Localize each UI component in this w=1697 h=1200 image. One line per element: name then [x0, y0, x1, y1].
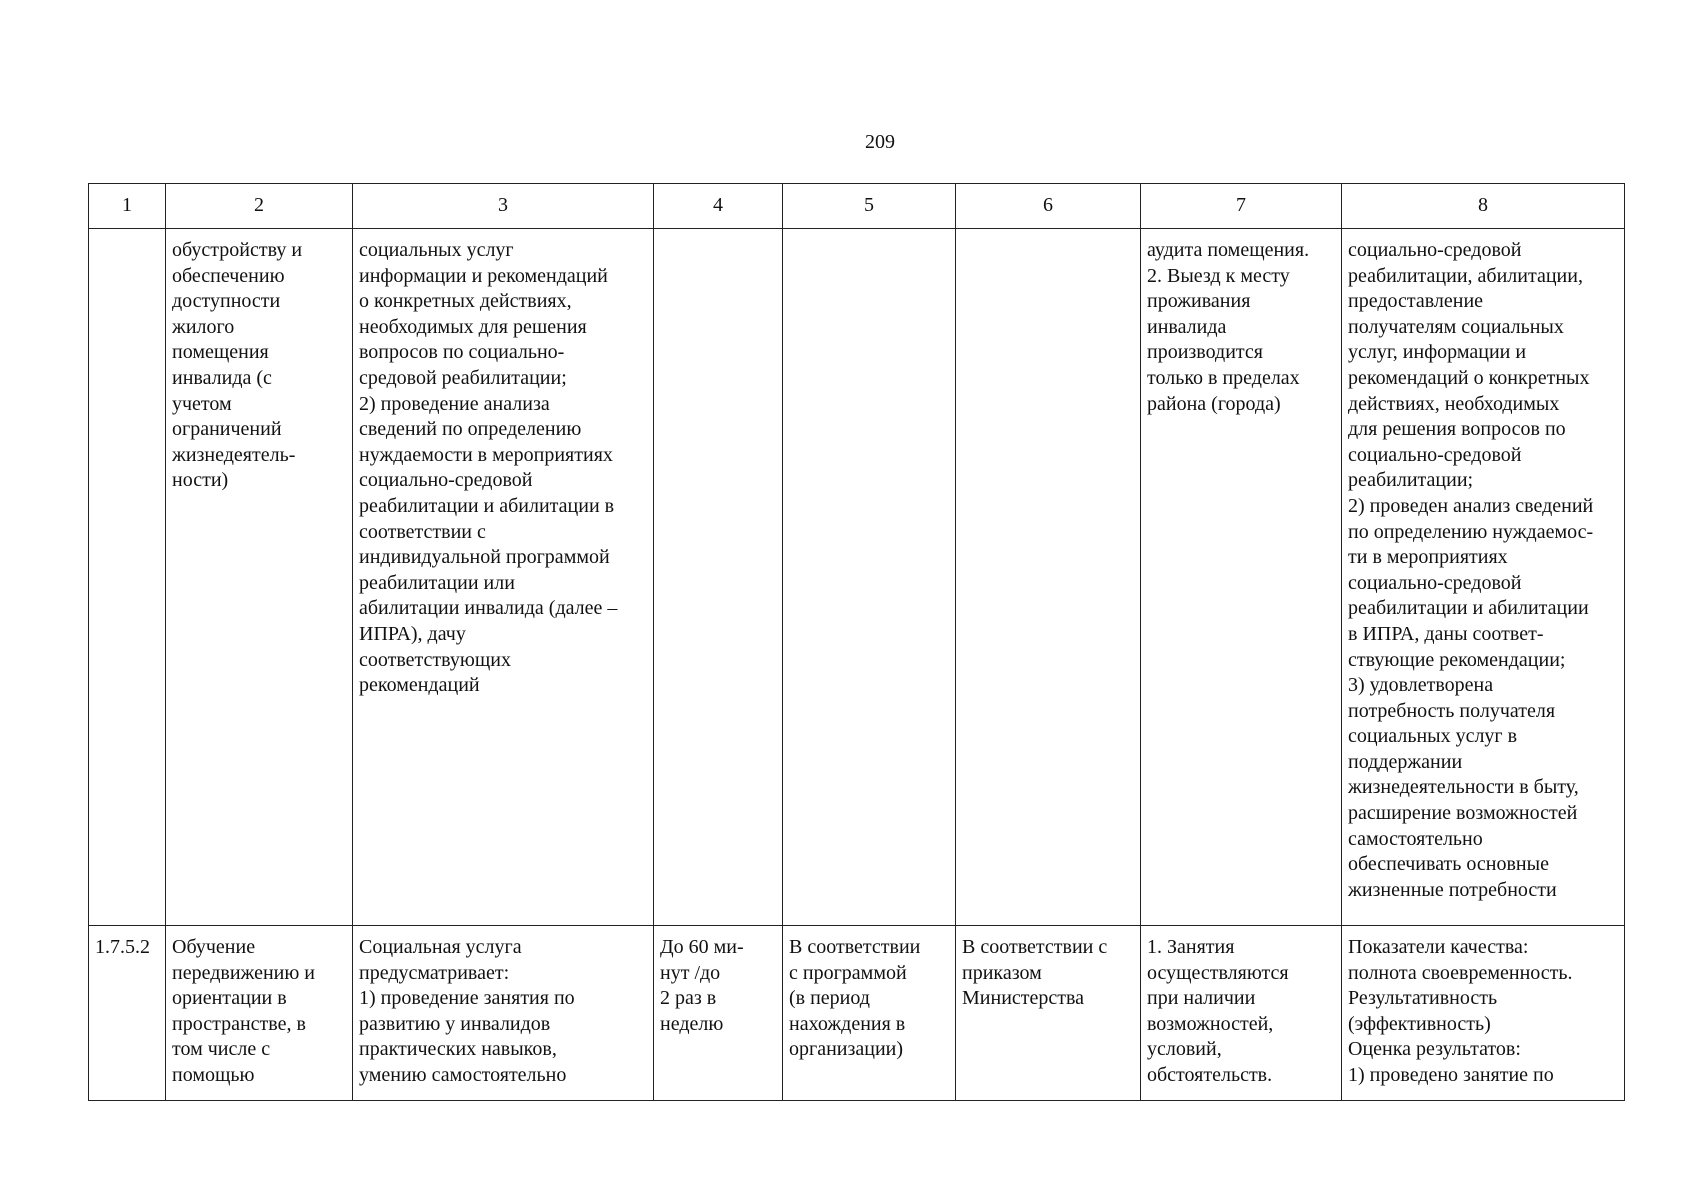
cell-conditions — [1141, 229, 1342, 926]
cell-service-description — [353, 926, 654, 1101]
cell-text: В соответствии с программой (в период нахождения в организации) — [789, 936, 921, 1061]
cell-number — [89, 229, 166, 926]
page-number: 209 — [865, 131, 895, 153]
cell-text: 1. Занятия осуществляются при наличии возможностей, условий, обстоятельств. — [1147, 936, 1289, 1086]
column-header-6: 6 — [956, 184, 1141, 229]
column-header-7: 7 — [1141, 184, 1342, 229]
cell-schedule — [783, 926, 956, 1101]
cell-text: До 60 ми- нут /до 2 раз в неделю — [660, 936, 744, 1035]
cell-text: Социальная услуга предусматривает: 1) проведение занятия по развитию у инвалидов практических навыков, умению самостоятельно — [359, 936, 575, 1086]
cell-text: обустройству и обеспечению доступности жилого помещения инвалида (с учетом ограничений жизнедеятель- ности) — [172, 239, 303, 492]
cell-quality-indicators — [1342, 926, 1625, 1101]
cell-rate — [956, 229, 1141, 926]
cell-text: социальных услуг информации и рекомендаций о конкретных действиях, необходимых для решения вопросов по социально- средовой реабилитации; 2) проведение анализа сведений по определению нуждаемости в мероприятиях социально-средовой реабилитации и абилитации в соответствии с индивидуальной программой реабилитации или абилитации инвалида (далее – ИПРА), дачу соответствующих рекомендаций — [359, 239, 618, 697]
column-header-2: 2 — [166, 184, 353, 229]
service-table — [88, 183, 1625, 1101]
cell-text: В соответствии с приказом Министерства — [962, 936, 1108, 1010]
cell-text: социально-средовой реабилитации, абилитации, предоставление получателям социальных услуг, информации и рекомендаций о конкретных действиях, необходимых для решения вопросов по социально-средовой реабилитации; 2) проведен анализ сведений по определению нуждаемос- ти в мероприятиях социально-средовой реабилитации и абилитации в ИПРА, даны соответ- ствующие рекомендации; 3) удовлетворена потребность получателя социальных услуг в поддержании жизнедеятельности в быту, расширение возможностей самостоятельно обеспечивать основные жизненные потребности — [1348, 239, 1594, 901]
column-header-4: 4 — [654, 184, 783, 229]
column-header-3: 3 — [353, 184, 654, 229]
cell-conditions — [1141, 926, 1342, 1101]
table-row — [89, 926, 1625, 1101]
table-row — [89, 229, 1625, 926]
cell-service-name — [166, 926, 353, 1101]
cell-quality-indicators — [1342, 229, 1625, 926]
column-header-1: 1 — [89, 184, 166, 229]
cell-schedule — [783, 229, 956, 926]
cell-duration — [654, 229, 783, 926]
header-row — [89, 184, 1625, 229]
cell-service-name — [166, 229, 353, 926]
column-header-5: 5 — [783, 184, 956, 229]
cell-text: Показатели качества: полнота своевременность. Результативность (эффективность) Оценка результатов: 1) проведено занятие по — [1348, 936, 1573, 1086]
cell-text: 1.7.5.2 — [95, 936, 150, 958]
column-header-8: 8 — [1342, 184, 1625, 229]
cell-service-description — [353, 229, 654, 926]
cell-rate — [956, 926, 1141, 1101]
cell-text: аудита помещения. 2. Выезд к месту проживания инвалида производится только в пределах района (города) — [1147, 239, 1310, 415]
cell-number — [89, 926, 166, 1101]
cell-text: Обучение передвижению и ориентации в пространстве, в том числе с помощью — [172, 936, 315, 1086]
cell-duration — [654, 926, 783, 1101]
